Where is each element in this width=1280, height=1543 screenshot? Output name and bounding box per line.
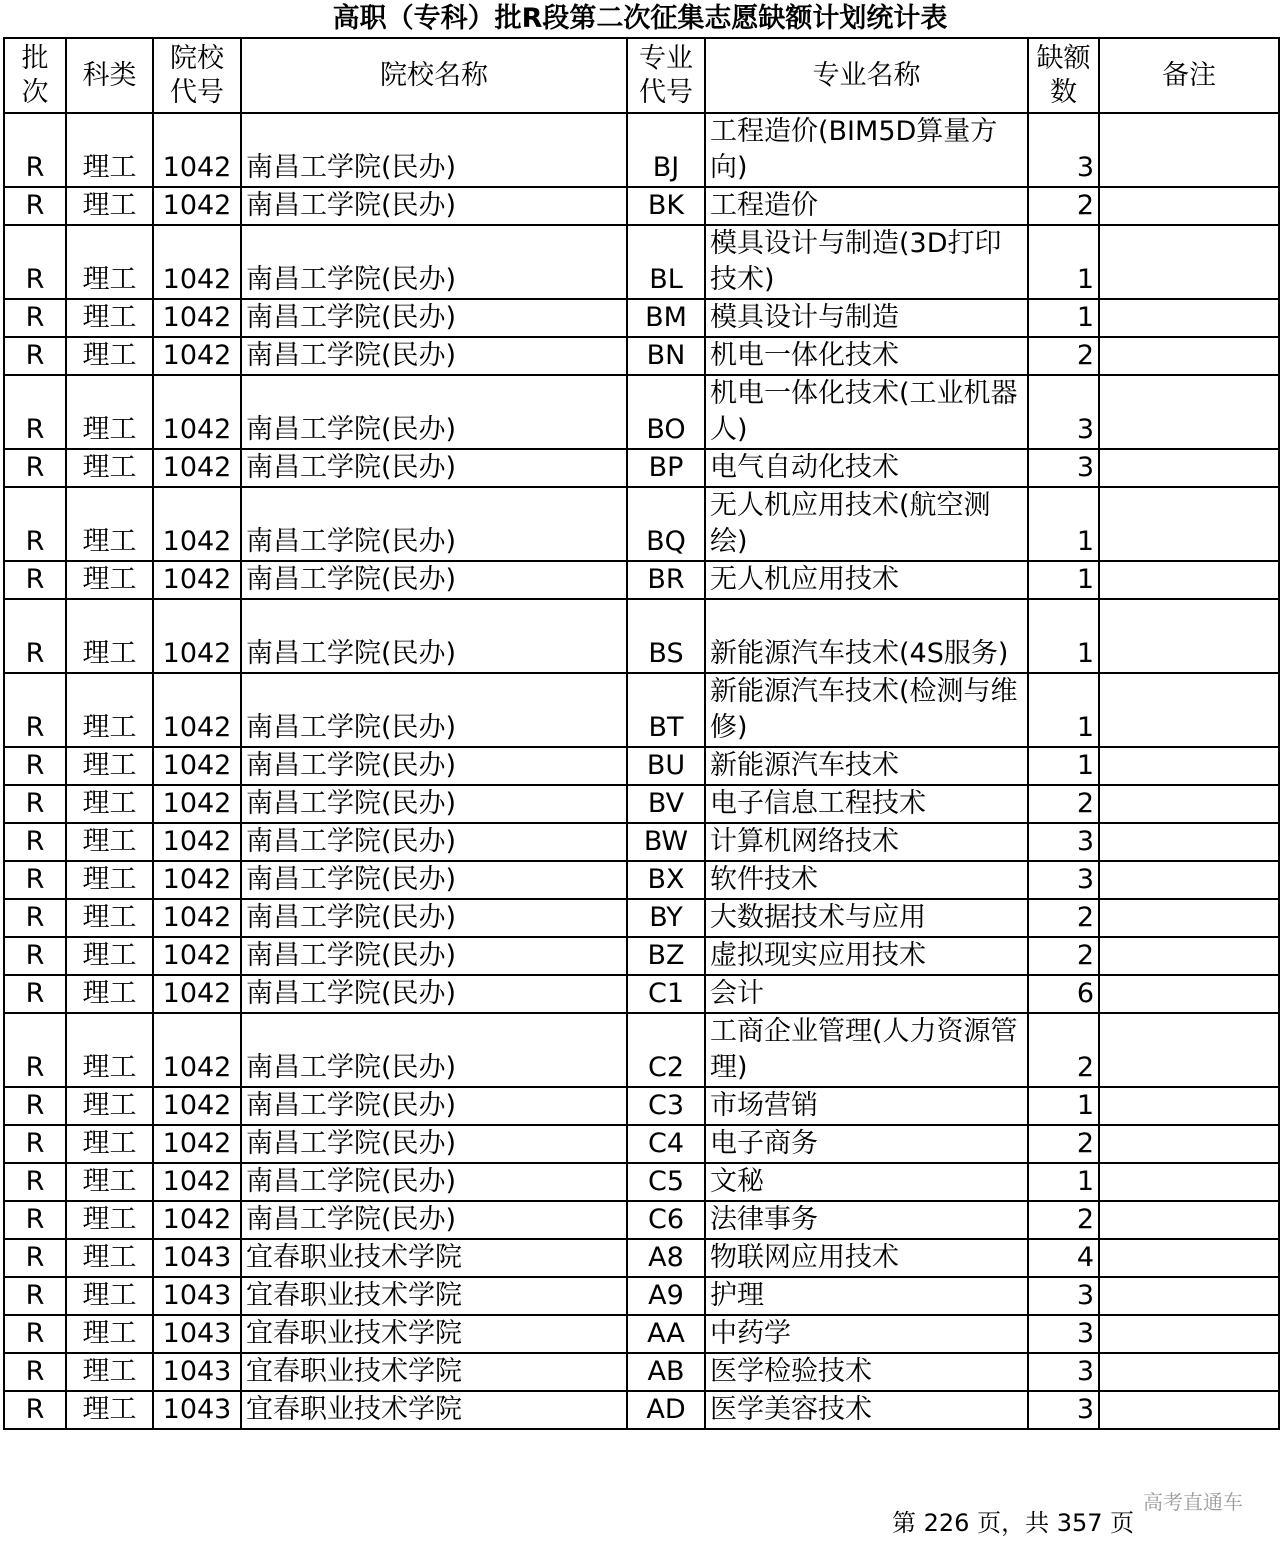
- cell-category: 理工: [66, 1239, 153, 1277]
- cell-major-name: 文秘: [705, 1163, 1028, 1201]
- cell-notes: [1099, 561, 1279, 599]
- cell-batch: R: [4, 113, 66, 187]
- cell-vacancies: 2: [1028, 187, 1099, 225]
- cell-school-name: 南昌工学院(民办): [241, 785, 627, 823]
- cell-school-name: 南昌工学院(民办): [241, 1201, 627, 1239]
- table-row: [4, 937, 1279, 975]
- cell-major-code: BJ: [627, 113, 705, 187]
- table-row: [4, 337, 1279, 375]
- cell-major-name: 工程造价: [705, 187, 1028, 225]
- cell-vacancies: 2: [1028, 337, 1099, 375]
- cell-school-code: 1042: [153, 487, 241, 561]
- cell-major-name: 工程造价(BIM5D算量方向): [705, 113, 1028, 187]
- cell-category: 理工: [66, 225, 153, 299]
- cell-major-name: 机电一体化技术: [705, 337, 1028, 375]
- cell-major-name: 市场营销: [705, 1087, 1028, 1125]
- cell-notes: [1099, 937, 1279, 975]
- cell-school-code: 1042: [153, 785, 241, 823]
- cell-notes: [1099, 1391, 1279, 1429]
- cell-batch: R: [4, 1391, 66, 1429]
- table-row: [4, 1013, 1279, 1087]
- table-row: [4, 747, 1279, 785]
- cell-major-code: BY: [627, 899, 705, 937]
- cell-vacancies: 3: [1028, 375, 1099, 449]
- vacancy-table: [3, 37, 1280, 1430]
- table-row: [4, 1125, 1279, 1163]
- cell-school-code: 1042: [153, 187, 241, 225]
- cell-vacancies: 4: [1028, 1239, 1099, 1277]
- cell-vacancies: 6: [1028, 975, 1099, 1013]
- cell-notes: [1099, 1353, 1279, 1391]
- cell-vacancies: 2: [1028, 899, 1099, 937]
- cell-major-code: BM: [627, 299, 705, 337]
- cell-major-code: AD: [627, 1391, 705, 1429]
- cell-major-name: 医学美容技术: [705, 1391, 1028, 1429]
- cell-school-name: 宜春职业技术学院: [241, 1239, 627, 1277]
- cell-category: 理工: [66, 299, 153, 337]
- table-row: [4, 1277, 1279, 1315]
- header-batch: 批次: [4, 38, 66, 113]
- cell-batch: R: [4, 299, 66, 337]
- cell-school-name: 南昌工学院(民办): [241, 975, 627, 1013]
- cell-category: 理工: [66, 1353, 153, 1391]
- cell-category: 理工: [66, 1125, 153, 1163]
- table-row: [4, 187, 1279, 225]
- header-category: 科类: [66, 38, 153, 113]
- cell-batch: R: [4, 937, 66, 975]
- cell-vacancies: 1: [1028, 561, 1099, 599]
- cell-category: 理工: [66, 337, 153, 375]
- cell-vacancies: 2: [1028, 937, 1099, 975]
- cell-major-name: 无人机应用技术: [705, 561, 1028, 599]
- cell-category: 理工: [66, 1013, 153, 1087]
- cell-major-name: 无人机应用技术(航空测绘): [705, 487, 1028, 561]
- cell-notes: [1099, 1201, 1279, 1239]
- cell-category: 理工: [66, 975, 153, 1013]
- table-row: [4, 975, 1279, 1013]
- cell-vacancies: 1: [1028, 299, 1099, 337]
- table-row: [4, 113, 1279, 187]
- cell-batch: R: [4, 561, 66, 599]
- cell-batch: R: [4, 899, 66, 937]
- cell-major-code: AB: [627, 1353, 705, 1391]
- cell-batch: R: [4, 449, 66, 487]
- cell-notes: [1099, 299, 1279, 337]
- table-row: [4, 449, 1279, 487]
- cell-major-name: 机电一体化技术(工业机器人): [705, 375, 1028, 449]
- cell-batch: R: [4, 487, 66, 561]
- cell-notes: [1099, 449, 1279, 487]
- cell-major-name: 电气自动化技术: [705, 449, 1028, 487]
- cell-school-name: 南昌工学院(民办): [241, 823, 627, 861]
- cell-major-name: 虚拟现实应用技术: [705, 937, 1028, 975]
- cell-category: 理工: [66, 113, 153, 187]
- cell-batch: R: [4, 975, 66, 1013]
- header-major-name: 专业名称: [705, 38, 1028, 113]
- cell-vacancies: 1: [1028, 599, 1099, 673]
- cell-major-name: 计算机网络技术: [705, 823, 1028, 861]
- cell-notes: [1099, 1125, 1279, 1163]
- table-row: [4, 1391, 1279, 1429]
- table-row: [4, 1239, 1279, 1277]
- cell-school-name: 宜春职业技术学院: [241, 1353, 627, 1391]
- cell-school-code: 1042: [153, 673, 241, 747]
- cell-category: 理工: [66, 449, 153, 487]
- cell-school-name: 宜春职业技术学院: [241, 1391, 627, 1429]
- page-footer: 第 226 页，共 357 页: [892, 1509, 1135, 1537]
- cell-category: 理工: [66, 1391, 153, 1429]
- cell-school-code: 1042: [153, 899, 241, 937]
- header-school-name: 院校名称: [241, 38, 627, 113]
- cell-vacancies: 3: [1028, 1277, 1099, 1315]
- cell-category: 理工: [66, 1277, 153, 1315]
- cell-school-name: 南昌工学院(民办): [241, 1125, 627, 1163]
- cell-school-name: 宜春职业技术学院: [241, 1277, 627, 1315]
- table-row: [4, 1201, 1279, 1239]
- cell-school-code: 1042: [153, 747, 241, 785]
- cell-school-code: 1042: [153, 1087, 241, 1125]
- cell-category: 理工: [66, 861, 153, 899]
- table-row: [4, 1315, 1279, 1353]
- cell-batch: R: [4, 187, 66, 225]
- cell-major-code: BX: [627, 861, 705, 899]
- cell-major-name: 物联网应用技术: [705, 1239, 1028, 1277]
- cell-batch: R: [4, 1163, 66, 1201]
- cell-school-code: 1042: [153, 449, 241, 487]
- cell-major-code: C6: [627, 1201, 705, 1239]
- cell-school-code: 1042: [153, 225, 241, 299]
- cell-school-code: 1042: [153, 1163, 241, 1201]
- cell-batch: R: [4, 375, 66, 449]
- cell-category: 理工: [66, 1315, 153, 1353]
- cell-school-name: 南昌工学院(民办): [241, 375, 627, 449]
- cell-batch: R: [4, 599, 66, 673]
- cell-school-name: 南昌工学院(民办): [241, 337, 627, 375]
- table-body: [4, 113, 1279, 1429]
- cell-vacancies: 3: [1028, 861, 1099, 899]
- table-row: [4, 673, 1279, 747]
- cell-major-name: 大数据技术与应用: [705, 899, 1028, 937]
- cell-school-code: 1042: [153, 1125, 241, 1163]
- cell-major-code: BN: [627, 337, 705, 375]
- cell-school-code: 1042: [153, 113, 241, 187]
- cell-notes: [1099, 673, 1279, 747]
- cell-category: 理工: [66, 1087, 153, 1125]
- cell-category: 理工: [66, 937, 153, 975]
- cell-notes: [1099, 1087, 1279, 1125]
- cell-school-name: 南昌工学院(民办): [241, 1013, 627, 1087]
- cell-vacancies: 2: [1028, 1201, 1099, 1239]
- table-row: [4, 785, 1279, 823]
- cell-major-code: BP: [627, 449, 705, 487]
- cell-vacancies: 1: [1028, 1087, 1099, 1125]
- cell-vacancies: 1: [1028, 673, 1099, 747]
- cell-major-name: 模具设计与制造: [705, 299, 1028, 337]
- cell-major-name: 新能源汽车技术: [705, 747, 1028, 785]
- cell-notes: [1099, 975, 1279, 1013]
- cell-school-name: 南昌工学院(民办): [241, 113, 627, 187]
- cell-major-code: BU: [627, 747, 705, 785]
- cell-school-name: 南昌工学院(民办): [241, 937, 627, 975]
- cell-vacancies: 3: [1028, 113, 1099, 187]
- cell-category: 理工: [66, 1163, 153, 1201]
- cell-batch: R: [4, 337, 66, 375]
- table-row: [4, 299, 1279, 337]
- cell-major-name: 工商企业管理(人力资源管理): [705, 1013, 1028, 1087]
- table-row: [4, 561, 1279, 599]
- cell-notes: [1099, 899, 1279, 937]
- table-row: [4, 487, 1279, 561]
- cell-vacancies: 2: [1028, 1125, 1099, 1163]
- cell-notes: [1099, 187, 1279, 225]
- cell-batch: R: [4, 1013, 66, 1087]
- table-row: [4, 861, 1279, 899]
- cell-notes: [1099, 375, 1279, 449]
- cell-major-name: 医学检验技术: [705, 1353, 1028, 1391]
- cell-vacancies: 2: [1028, 785, 1099, 823]
- header-school-code: 院校代号: [153, 38, 241, 113]
- cell-vacancies: 1: [1028, 1163, 1099, 1201]
- cell-school-name: 南昌工学院(民办): [241, 299, 627, 337]
- cell-major-name: 软件技术: [705, 861, 1028, 899]
- cell-batch: R: [4, 1087, 66, 1125]
- cell-major-code: BS: [627, 599, 705, 673]
- cell-major-name: 模具设计与制造(3D打印技术): [705, 225, 1028, 299]
- cell-school-code: 1042: [153, 937, 241, 975]
- cell-school-name: 南昌工学院(民办): [241, 1163, 627, 1201]
- header-major-code: 专业代号: [627, 38, 705, 113]
- cell-category: 理工: [66, 823, 153, 861]
- table-row: [4, 1163, 1279, 1201]
- cell-major-code: BW: [627, 823, 705, 861]
- cell-major-name: 护理: [705, 1277, 1028, 1315]
- cell-major-code: BT: [627, 673, 705, 747]
- cell-school-name: 南昌工学院(民办): [241, 225, 627, 299]
- cell-major-code: C5: [627, 1163, 705, 1201]
- cell-school-name: 南昌工学院(民办): [241, 747, 627, 785]
- table-row: [4, 599, 1279, 673]
- table-row: [4, 1353, 1279, 1391]
- cell-major-code: BR: [627, 561, 705, 599]
- cell-school-code: 1042: [153, 375, 241, 449]
- cell-category: 理工: [66, 187, 153, 225]
- cell-school-code: 1042: [153, 1201, 241, 1239]
- cell-major-code: C4: [627, 1125, 705, 1163]
- cell-notes: [1099, 747, 1279, 785]
- cell-category: 理工: [66, 599, 153, 673]
- cell-major-code: BV: [627, 785, 705, 823]
- cell-major-name: 电子信息工程技术: [705, 785, 1028, 823]
- cell-major-code: A9: [627, 1277, 705, 1315]
- cell-batch: R: [4, 785, 66, 823]
- cell-notes: [1099, 487, 1279, 561]
- cell-school-name: 南昌工学院(民办): [241, 1087, 627, 1125]
- cell-major-code: C1: [627, 975, 705, 1013]
- cell-category: 理工: [66, 1201, 153, 1239]
- cell-batch: R: [4, 225, 66, 299]
- cell-notes: [1099, 1013, 1279, 1087]
- cell-category: 理工: [66, 487, 153, 561]
- cell-school-code: 1042: [153, 823, 241, 861]
- page-title: 高职（专科）批R段第二次征集志愿缺额计划统计表: [332, 3, 948, 34]
- cell-category: 理工: [66, 561, 153, 599]
- cell-major-code: BL: [627, 225, 705, 299]
- cell-major-name: 新能源汽车技术(检测与维修): [705, 673, 1028, 747]
- cell-school-code: 1042: [153, 861, 241, 899]
- cell-notes: [1099, 861, 1279, 899]
- table-row: [4, 823, 1279, 861]
- cell-school-name: 南昌工学院(民办): [241, 449, 627, 487]
- cell-major-code: AA: [627, 1315, 705, 1353]
- cell-batch: R: [4, 1201, 66, 1239]
- cell-notes: [1099, 823, 1279, 861]
- cell-school-name: 南昌工学院(民办): [241, 599, 627, 673]
- cell-school-name: 南昌工学院(民办): [241, 187, 627, 225]
- cell-major-name: 电子商务: [705, 1125, 1028, 1163]
- cell-notes: [1099, 599, 1279, 673]
- cell-school-code: 1043: [153, 1391, 241, 1429]
- cell-batch: R: [4, 1239, 66, 1277]
- cell-category: 理工: [66, 747, 153, 785]
- cell-school-name: 南昌工学院(民办): [241, 861, 627, 899]
- cell-school-code: 1042: [153, 1013, 241, 1087]
- cell-school-name: 南昌工学院(民办): [241, 487, 627, 561]
- cell-school-code: 1043: [153, 1353, 241, 1391]
- cell-vacancies: 3: [1028, 1315, 1099, 1353]
- cell-school-name: 南昌工学院(民办): [241, 673, 627, 747]
- cell-school-code: 1042: [153, 299, 241, 337]
- header-notes: 备注: [1099, 38, 1279, 113]
- cell-school-code: 1043: [153, 1277, 241, 1315]
- cell-batch: R: [4, 1125, 66, 1163]
- cell-vacancies: 2: [1028, 1013, 1099, 1087]
- table-header-row: [4, 38, 1279, 113]
- cell-school-name: 南昌工学院(民办): [241, 899, 627, 937]
- cell-school-name: 南昌工学院(民办): [241, 561, 627, 599]
- table-row: [4, 1087, 1279, 1125]
- cell-school-code: 1042: [153, 561, 241, 599]
- cell-notes: [1099, 225, 1279, 299]
- cell-major-code: BQ: [627, 487, 705, 561]
- cell-major-name: 新能源汽车技术(4S服务): [705, 599, 1028, 673]
- cell-major-code: C2: [627, 1013, 705, 1087]
- cell-school-name: 宜春职业技术学院: [241, 1315, 627, 1353]
- cell-notes: [1099, 1315, 1279, 1353]
- cell-vacancies: 1: [1028, 487, 1099, 561]
- cell-batch: R: [4, 1353, 66, 1391]
- cell-major-name: 中药学: [705, 1315, 1028, 1353]
- watermark: 高考直通车: [1143, 1490, 1243, 1514]
- cell-major-name: 会计: [705, 975, 1028, 1013]
- cell-school-code: 1042: [153, 599, 241, 673]
- cell-major-code: BO: [627, 375, 705, 449]
- table-row: [4, 899, 1279, 937]
- cell-batch: R: [4, 1315, 66, 1353]
- cell-vacancies: 3: [1028, 1353, 1099, 1391]
- cell-school-code: 1043: [153, 1315, 241, 1353]
- cell-school-code: 1042: [153, 975, 241, 1013]
- table-row: [4, 375, 1279, 449]
- cell-category: 理工: [66, 375, 153, 449]
- cell-notes: [1099, 113, 1279, 187]
- cell-batch: R: [4, 1277, 66, 1315]
- cell-notes: [1099, 1277, 1279, 1315]
- cell-category: 理工: [66, 899, 153, 937]
- cell-vacancies: 3: [1028, 449, 1099, 487]
- cell-major-code: C3: [627, 1087, 705, 1125]
- cell-batch: R: [4, 823, 66, 861]
- table-row: [4, 225, 1279, 299]
- cell-major-name: 法律事务: [705, 1201, 1028, 1239]
- cell-batch: R: [4, 673, 66, 747]
- header-vacancies: 缺额数: [1028, 38, 1099, 113]
- cell-notes: [1099, 1163, 1279, 1201]
- cell-school-code: 1042: [153, 337, 241, 375]
- cell-notes: [1099, 337, 1279, 375]
- cell-vacancies: 3: [1028, 1391, 1099, 1429]
- cell-vacancies: 3: [1028, 823, 1099, 861]
- cell-vacancies: 1: [1028, 225, 1099, 299]
- cell-category: 理工: [66, 673, 153, 747]
- cell-batch: R: [4, 747, 66, 785]
- cell-batch: R: [4, 861, 66, 899]
- cell-major-code: BZ: [627, 937, 705, 975]
- cell-category: 理工: [66, 785, 153, 823]
- cell-major-code: BK: [627, 187, 705, 225]
- cell-school-code: 1043: [153, 1239, 241, 1277]
- cell-major-code: A8: [627, 1239, 705, 1277]
- cell-notes: [1099, 785, 1279, 823]
- cell-notes: [1099, 1239, 1279, 1277]
- cell-vacancies: 1: [1028, 747, 1099, 785]
